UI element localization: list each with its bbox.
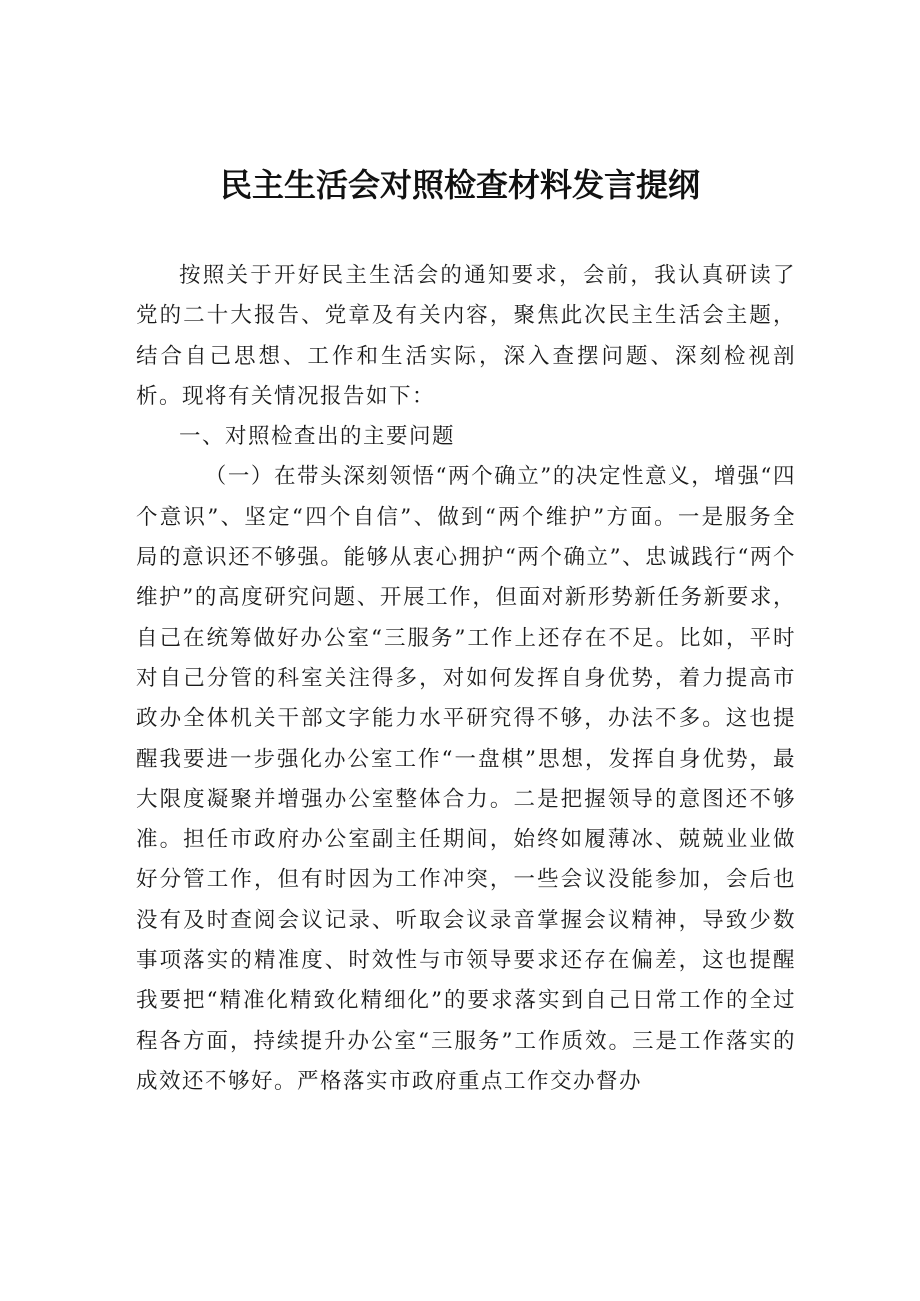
document-body [136,256,796,1102]
document-title: 民主生活会对照检查材料发言提纲 [219,166,700,204]
intro-paragraph: 按照关于开好民主生活会的通知要求，会前，我认真研读了党的二十大报告、党章及有关内容，聚焦此次民主生活会主题，结合自己思想、工作和生活实际，深入查摆问题、深刻检视剖析。现将有关情况报告如下： [136,263,796,409]
section-heading: 一、对照检查出的主要问题 [179,424,456,450]
subsection-paragraph: （一）在带头深刻领悟“两个确立”的决定性意义，增强“四个意识”、坚定“四个自信”、做到“两个维护”方面。一是服务全局的意识还不够强。能够从衷心拥护“两个确立”、忠诚践行“两个维护”的高度研究问题、开展工作，但面对新形势新任务新要求，自己在统筹做好办公室“三服务”工作上还存在不足。比如，平时对自己分管的科室关注得多，对如何发挥自身优势，着力提高市政办全体机关干部文字能力水平研究得不够，办法不多。这也提醒我要进一步强化办公室工作“一盘棋”思想，发挥自身优势，最大限度凝聚并增强办公室整体合力。二是把握领导的意图还不够准。担任市政府办公室副主任期间，始终如履薄冰、兢兢业业做好分管工作，但有时因为工作冲突，一些会议没能参加，会后也没有及时查阅会议记录、听取会议录音掌握会议精神，导致少数事项落实的精准度、时效性与市领导要求还存在偏差，这也提醒我要把“精准化精致化精细化”的要求落实到自己日常工作的全过程各方面，持续提升办公室“三服务”工作质效。三是工作落实的成效还不够好。严格落实市政府重点工作交办督办 [136,464,796,1094]
